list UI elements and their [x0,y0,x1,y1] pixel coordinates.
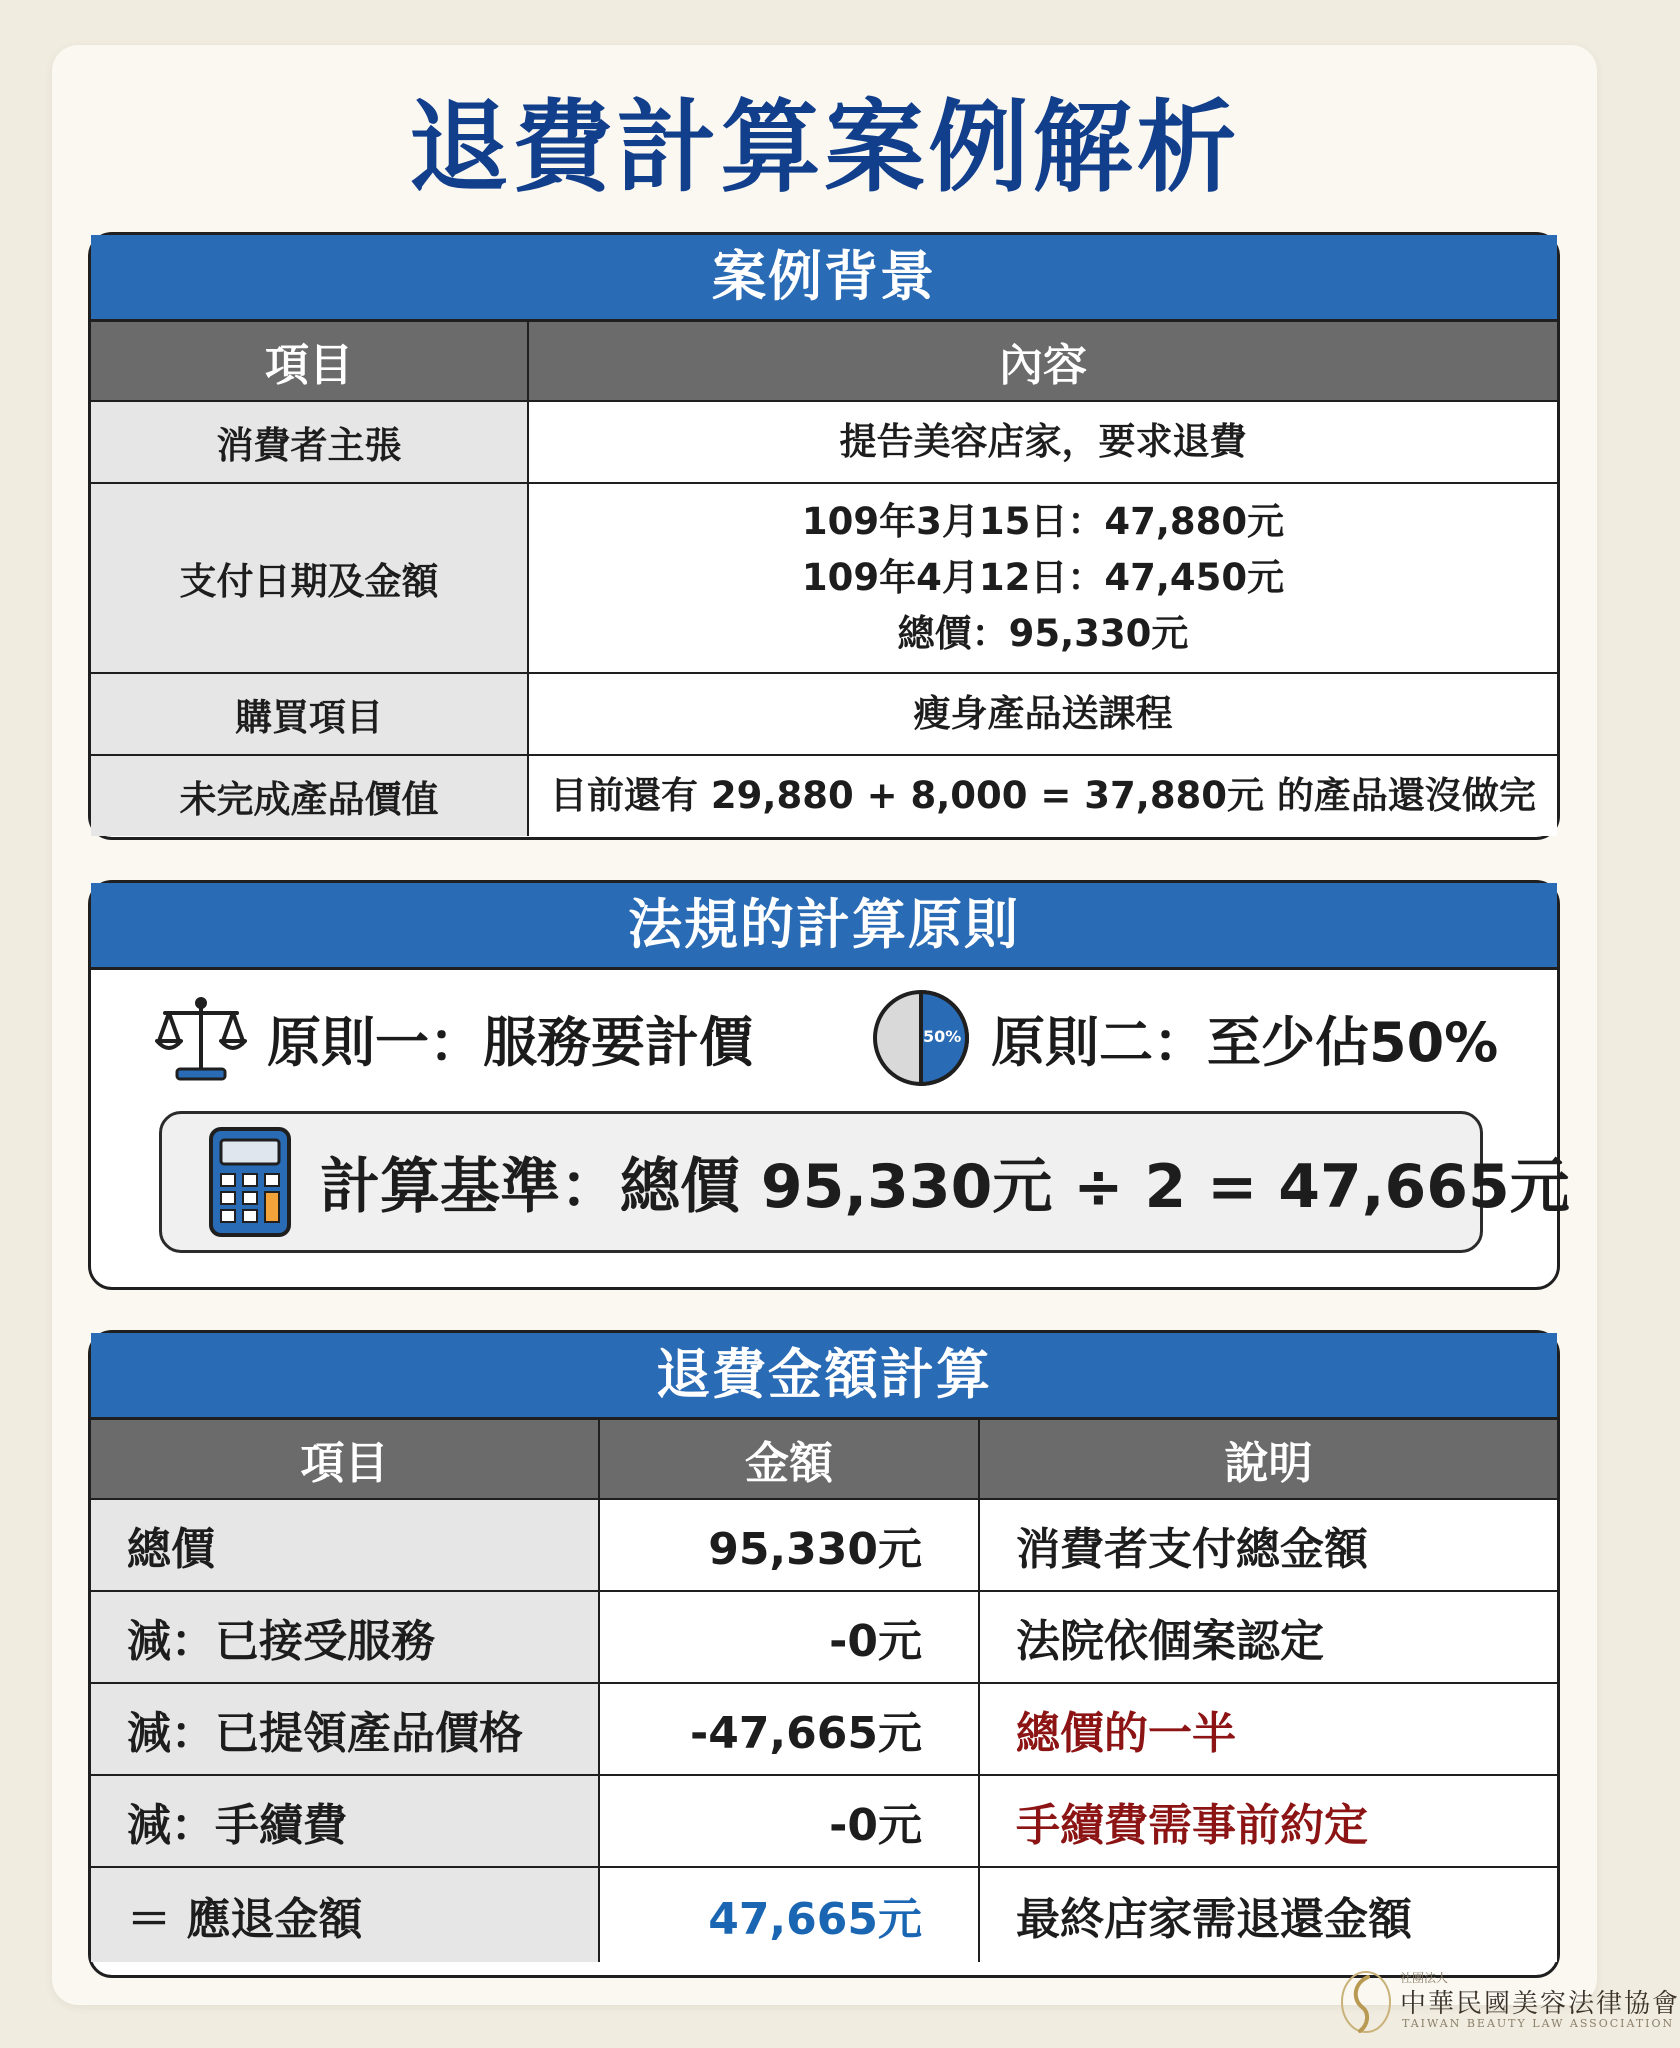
principle-two-text: 原則二：至少佔50% [991,1010,1499,1074]
scale-icon [155,993,247,1083]
refund-calculation-heading: 退費金額計算 [91,1333,1557,1420]
half-pie-badge: 50% [923,1027,962,1046]
row-item: 減：手續費 [91,1775,599,1867]
table-row [91,755,1557,836]
row-key: 購買項目 [91,673,528,755]
value-line: 目前還有 29,880 + 8,000 = 37,880元 的產品還沒做完 [550,774,1536,817]
principle-one [155,993,753,1083]
total-amount: 47,665元 [599,1867,979,1962]
row-note: 手續費需事前約定 [979,1775,1557,1867]
page-title: 退費計算案例解析 [408,89,1241,206]
association-logo [1300,1965,1680,2040]
total-note: 最終店家需退還金額 [979,1867,1557,1962]
row-key: 未完成產品價值 [91,755,528,836]
value-line: 109年3月15日：47,880元 [801,500,1285,543]
case-background-panel [88,232,1560,840]
row-key: 消費者主張 [91,401,528,483]
col-header-item: 項目 [91,1420,599,1499]
refund-calculation-panel [88,1330,1560,1978]
table-row [91,1775,1557,1867]
principles-panel [88,880,1570,1290]
row-value [528,755,1557,836]
row-amount: 95,330元 [599,1499,979,1591]
refund-calculation-table [91,1420,1557,1962]
table-row [91,1499,1557,1591]
row-value [528,401,1557,483]
calculator-icon [208,1126,292,1238]
col-header-note: 說明 [979,1420,1557,1499]
logo-name: 中華民國美容法律協會 [1400,1989,1680,2019]
value-line: 109年4月12日：47,450元 [801,556,1285,599]
col-header-amount: 金額 [599,1420,979,1499]
calculation-basis-box [159,1111,1570,1253]
col-header-content: 內容 [528,322,1557,401]
table-header-row [91,1420,1557,1499]
row-note: 消費者支付總金額 [979,1499,1557,1591]
half-pie-icon [871,988,971,1088]
logo-subtitle: 社團法人 [1400,1971,1449,1985]
table-row [91,673,1557,755]
row-value [528,483,1557,673]
table-row [91,1683,1557,1775]
principle-two [871,993,1498,1083]
value-line: 總價：95,330元 [897,612,1189,655]
row-item: 減：已提領產品價格 [91,1683,599,1775]
total-row [91,1867,1557,1962]
value-line: 瘦身產品送課程 [913,692,1173,735]
row-note: 總價的一半 [979,1683,1557,1775]
case-background-table [91,322,1557,836]
col-header-item: 項目 [91,322,528,401]
table-header-row [91,322,1557,401]
table-row [91,401,1557,483]
table-row [91,1591,1557,1683]
calculation-basis-text: 計算基準：總價 95,330元 ÷ 2 = 47,665元 [320,1152,1570,1222]
row-item: 減：已接受服務 [91,1591,599,1683]
table-row [91,483,1557,673]
case-background-heading: 案例背景 [91,235,1557,322]
row-item: 總價 [91,1499,599,1591]
principle-one-text: 原則一：服務要計價 [267,1010,753,1074]
row-note: 法院依個案認定 [979,1591,1557,1683]
logo-english: TAIWAN BEAUTY LAW ASSOCIATION [1402,2017,1675,2030]
principles-heading: 法規的計算原則 [91,883,1557,970]
row-amount: -47,665元 [599,1683,979,1775]
logo-emblem-icon [1338,1969,1394,2035]
row-amount: -0元 [599,1775,979,1867]
value-line: 提告美容店家，要求退費 [839,420,1247,463]
row-value [528,673,1557,755]
row-key: 支付日期及金額 [91,483,528,673]
row-amount: -0元 [599,1591,979,1683]
total-item: ＝ 應退金額 [91,1867,599,1962]
